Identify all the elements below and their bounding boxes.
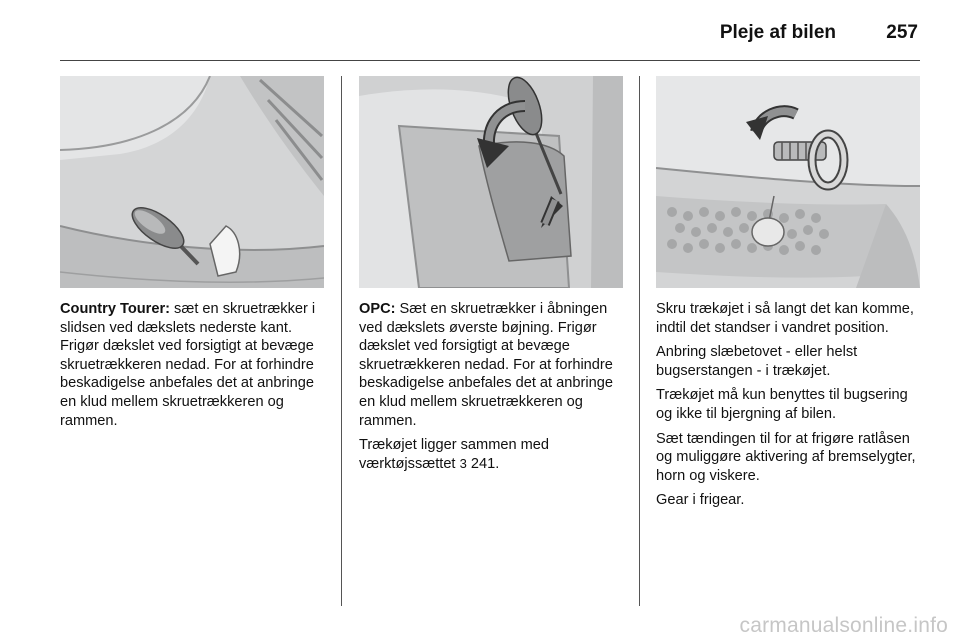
watermark: carmanualsonline.info <box>739 614 948 637</box>
page-title: Pleje af bilen <box>719 22 836 43</box>
paragraph: Anbring slæbetovet - eller helst bugserstangen - i trækøjet. <box>656 344 858 379</box>
model-label: Country Tourer: <box>60 301 170 317</box>
page-header <box>60 18 920 61</box>
column-towing-eye <box>656 76 920 516</box>
instruction-text <box>60 300 324 430</box>
column-country-tourer <box>60 76 324 436</box>
paragraph: Trækøjet ligger sammen med værktøjssættet 3 241. <box>359 437 550 472</box>
screwdriver-in-cover-illustration <box>359 76 623 288</box>
page-number: 257 <box>886 22 918 43</box>
screwdriver-on-bumper-illustration <box>60 76 324 288</box>
paragraph: Skru trækøjet i så langt det kan komme, indtil det standser i vandret position. <box>656 301 914 336</box>
page-ref-arrow-icon: 3 <box>459 455 467 471</box>
towing-eye-screw-illustration <box>656 76 920 288</box>
model-label: OPC: <box>359 301 396 317</box>
illustration-country-tourer-cover <box>60 76 324 288</box>
column-opc <box>359 76 623 479</box>
illustration-opc-cover <box>359 76 623 288</box>
illustration-towing-eye <box>656 76 920 288</box>
paragraph: Gear i frigear. <box>656 492 745 509</box>
instruction-text <box>656 300 920 510</box>
column-divider <box>341 76 342 606</box>
paragraph: Country Tourer: sæt en skruetrækker i slidsen ved dækslets nederste kant. Frigør dækslet ved forsigtigt at bevæge skruetrækkeren nedad. For at forhindre beskadigelse anbefales det at anbringe en klud mellem skruetrækkeren og rammen. <box>60 301 316 429</box>
paragraph: Trækøjet må kun benyttes til bugsering og ikke til bjergning af bilen. <box>656 387 908 422</box>
page-reference[interactable]: 241. <box>470 455 500 472</box>
paragraph: Sæt tændingen til for at frigøre ratlåsen og muliggøre aktivering af bremselygter, horn og viskere. <box>656 430 916 484</box>
paragraph: OPC: Sæt en skruetrækker i åbningen ved dækslets øverste bøjning. Frigør dækslet ved forsigtigt at bevæge skruetrækkeren nedad. For at forhindre beskadigelse anbefales det at anbringe en klud mellem skruetrækkeren og rammen. <box>359 301 613 429</box>
column-divider <box>639 76 640 606</box>
instruction-text <box>359 300 623 473</box>
